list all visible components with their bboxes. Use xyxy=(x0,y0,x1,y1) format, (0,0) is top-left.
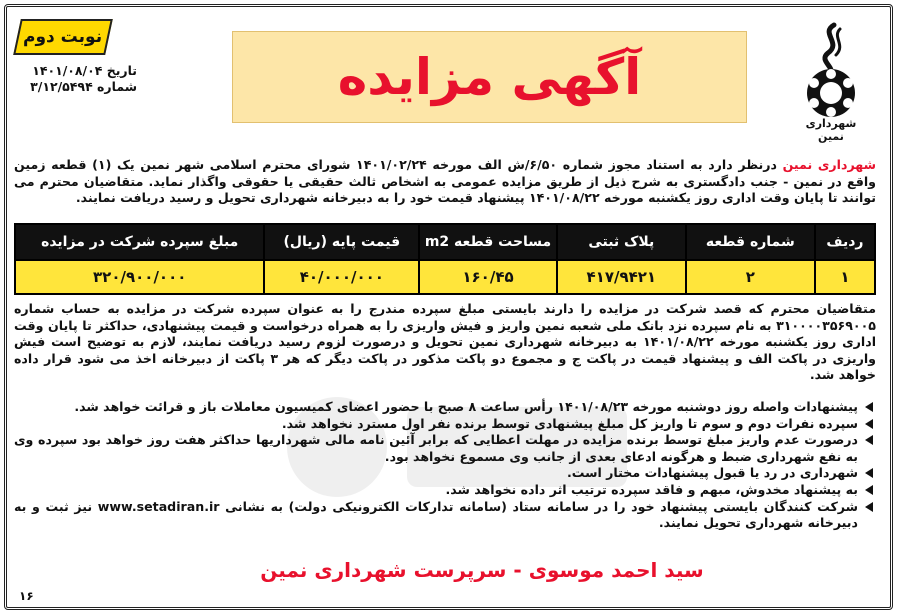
list-item xyxy=(14,416,876,433)
notice-meta xyxy=(17,63,137,95)
col-header-base-price: قیمت پایه (ریال) xyxy=(264,224,419,260)
arrow-bullet-icon xyxy=(862,466,876,480)
round-badge xyxy=(13,19,113,55)
list-item-text: سپرده نفرات دوم و سوم تا واریز کل مبلغ پیشنهادی توسط برنده نفر اول مسترد نخواهد شد. xyxy=(281,415,858,431)
namin-municipality-logo-icon xyxy=(790,19,872,131)
logo-caption: شهرداری نمین xyxy=(805,117,857,143)
ad-frame xyxy=(4,4,893,610)
page-title: آگهی مزایده xyxy=(337,48,642,106)
table-row xyxy=(15,260,875,294)
col-header-deposit: مبلغ سپرده شرکت در مزایده xyxy=(15,224,264,260)
lot-table xyxy=(14,223,876,295)
cell-deposit: ۳۲۰/۹۰۰/۰۰۰ xyxy=(15,260,264,294)
list-item xyxy=(14,399,876,416)
org-name: شهرداری نمین xyxy=(782,157,876,172)
list-item-text: درصورت عدم واریز مبلغ توسط برنده مزایده در مهلت اعطایی که برابر آئین نامه مالی شهرداریها حداکثر هفت روز خواهد بود سپرده وی به نفع شهرداری ضبط و هرگونه ادعای بعدی از جانب وی مسموع نخواهد بود. xyxy=(14,432,858,464)
list-item-text: به پیشنهاد مخدوش، مبهم و فاقد سپرده ترتیب اثر داده نخواهد شد. xyxy=(445,481,858,497)
intro-text: درنظر دارد به استناد مجوز شماره ۶/۵۰/ش الف مورخه ۱۴۰۱/۰۲/۲۴ شورای محترم اسلامی شهر نمین یک (۱) قطعه زمین واقع در نمین - جنب دادگستری به شرح ذیل از طریق مزایده عمومی به اشخاص ثالث حقیقی یا حقوقی واگذار نماید. متقاضیان محترم می توانند تا پایان وقت اداری روز یکشنبه مورخه ۱۴۰۱/۰۸/۲۲ پیشنهاد قیمت خود را به دبیرخانه شهرداری تحویل و رسید دریافت نمایند. xyxy=(14,157,876,205)
col-header-lot-no: شماره قطعه xyxy=(686,224,815,260)
list-item xyxy=(14,432,876,465)
signature: سید احمد موسوی - سرپرست شهرداری نمین xyxy=(260,558,704,582)
cell-base-price: ۴۰/۰۰۰/۰۰۰ xyxy=(264,260,419,294)
intro-paragraph xyxy=(14,157,876,207)
title-banner xyxy=(232,31,747,123)
arrow-bullet-icon xyxy=(862,433,876,447)
arrow-bullet-icon xyxy=(862,417,876,431)
notice-date: تاریخ ۱۴۰۱/۰۸/۰۴ xyxy=(32,63,137,78)
col-header-area: مساحت قطعه m2 xyxy=(419,224,557,260)
notice-number: شماره ۳/۱۲/۵۴۹۴ xyxy=(30,79,137,94)
col-header-row-no: ردیف xyxy=(815,224,875,260)
list-item xyxy=(14,499,876,532)
ad-content xyxy=(7,7,890,607)
arrow-bullet-icon xyxy=(862,400,876,414)
arrow-bullet-icon xyxy=(862,500,876,514)
conditions-list xyxy=(14,399,876,532)
cell-registry: ۴۱۷/۹۴۲۱ xyxy=(557,260,686,294)
list-item-text: پیشنهادات واصله روز دوشنبه مورخه ۱۴۰۱/۰۸/۲۳ رأس ساعت ۸ صبح با حضور اعضای کمیسیون معاملات باز و قرائت خواهد شد. xyxy=(74,399,858,414)
cell-lot-no: ۲ xyxy=(686,260,815,294)
cell-row-no: ۱ xyxy=(815,260,875,294)
col-header-registry: پلاک ثبتی xyxy=(557,224,686,260)
list-item-text: شهرداری در رد یا قبول پیشنهادات مختار است. xyxy=(566,465,858,481)
list-item-text: شرکت کنندگان بایستی پیشنهاد خود را در سامانه ستاد (سامانه تدارکات الکترونیکی دولت) به نشانی www.setadiran.ir نیز ثبت و به دبیرخانه شهرداری تحویل نمایند. xyxy=(14,498,858,531)
cell-area: ۱۶۰/۴۵ xyxy=(419,260,557,294)
deposit-instructions: متقاضیان محترم که قصد شرکت در مزایده را دارند بایستی مبلغ سپرده مندرج را به عنوان سپرده شرکت در مزایده به حساب شماره ۳۱۰۰۰۰۳۵۶۹۰۰۵ به نام سپرده نزد بانک ملی شعبه نمین واریز و فیش واریزی را به همراه درخواست و قیمت پیشنهادی، حداکثر تا پایان وقت اداری روز یکشنبه مورخه ۱۴۰۱/۰۸/۲۲ به دبیرخانه شهرداری نمین تحویل و درصورت لزوم رسید دریافت نمایند، لازم به توضیح است فیش واریزی در پاکت الف و پیشنهاد قیمت در پاکت ج و مجموع دو پاکت مذکور در پاکت دیگر که هر ۳ پاکت از دبیرخانه اخذ می شود قرار داده خواهد شد. xyxy=(14,301,877,383)
page-number: ۱۶ xyxy=(19,589,34,603)
arrow-bullet-icon xyxy=(862,483,876,497)
list-item xyxy=(14,482,876,499)
list-item xyxy=(14,465,876,482)
table-header-row xyxy=(15,224,875,260)
round-label: نوبت دوم xyxy=(23,27,103,47)
